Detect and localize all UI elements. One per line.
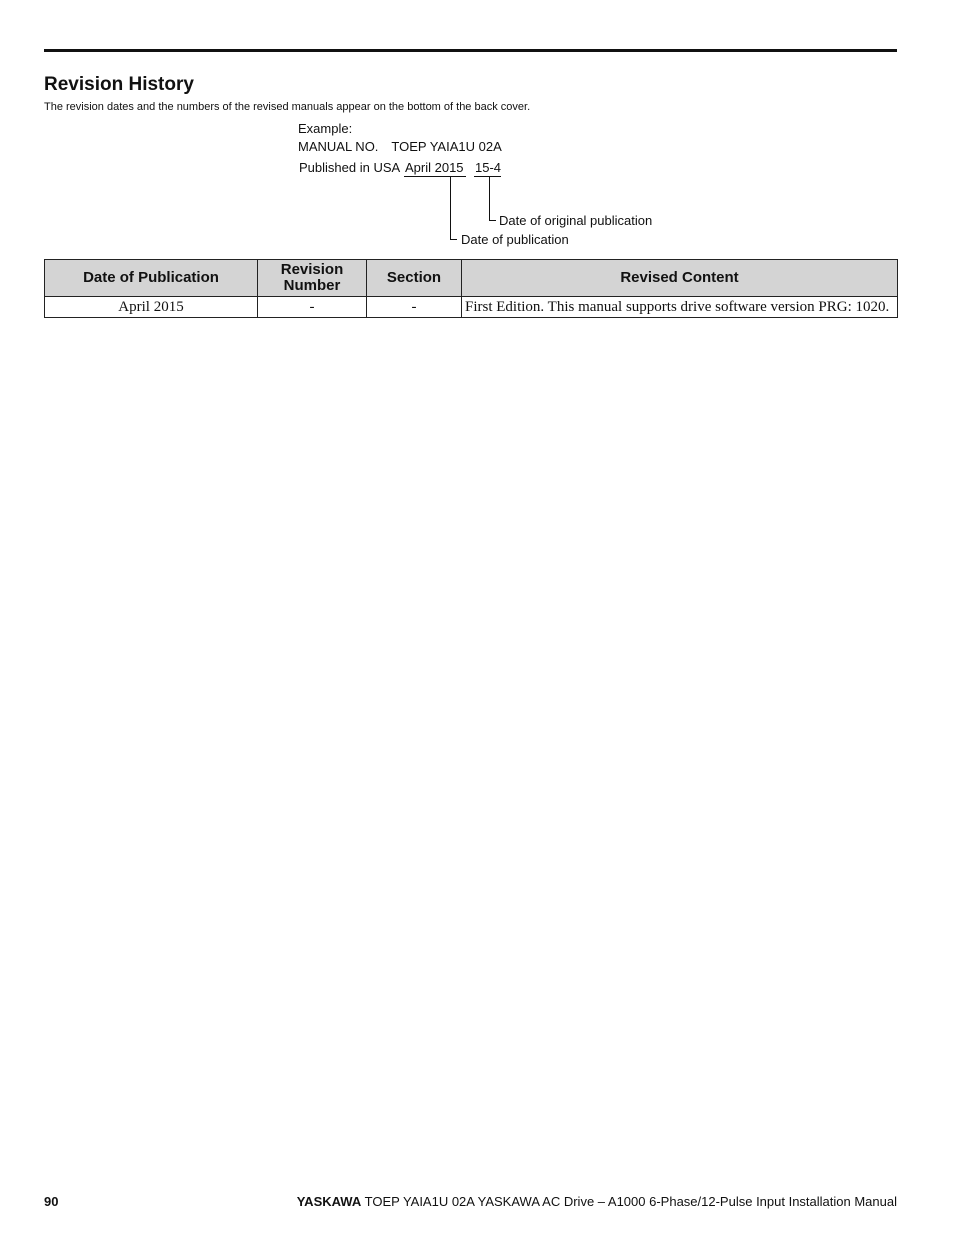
header-date-of-publication: Date of Publication (45, 260, 258, 297)
footer-page-number: 90 (44, 1194, 59, 1209)
page-title: Revision History (44, 74, 194, 95)
table-header-row (45, 260, 898, 297)
published-label: Published in USA (299, 160, 401, 175)
header-revised-content: Revised Content (462, 260, 898, 297)
cell-section: - (367, 297, 462, 318)
footer-title-text: TOEP YAIA1U 02A YASKAWA AC Drive – A1000 6-Phase/12-Pulse Input Installation Manual (364, 1194, 897, 1209)
header-revision-number: Revision Number (258, 260, 367, 297)
original-connector-vertical (489, 177, 490, 221)
example-manual-no (298, 139, 502, 154)
manual-no-value: TOEP YAIA1U 02A (391, 139, 502, 154)
header-section: Section (367, 260, 462, 297)
date-underline (404, 176, 466, 177)
code-underline (474, 176, 501, 177)
manual-no-label: MANUAL NO. (298, 139, 379, 154)
table-row (45, 297, 898, 318)
cell-content: First Edition. This manual supports drive software version PRG: 1020. (462, 297, 898, 318)
example-revision-code: 15-4 (475, 160, 502, 175)
cell-revision: - (258, 297, 367, 318)
example-label: Example: (298, 121, 353, 136)
intro-text: The revision dates and the numbers of the revised manuals appear on the bottom of the back cover. (44, 101, 531, 113)
footer-manual-title (297, 1194, 897, 1209)
revision-table (44, 259, 898, 318)
footer-brand: YASKAWA (296, 1194, 362, 1209)
cell-date: April 2015 (45, 297, 258, 318)
callout-original-publication: Date of original publication (499, 213, 653, 228)
example-date: April 2015 (405, 160, 464, 175)
publication-connector-vertical (450, 177, 451, 240)
original-connector-horizontal (489, 220, 496, 221)
publication-connector-horizontal (450, 239, 457, 240)
callout-date-of-publication: Date of publication (461, 232, 569, 247)
top-rule (44, 49, 897, 52)
